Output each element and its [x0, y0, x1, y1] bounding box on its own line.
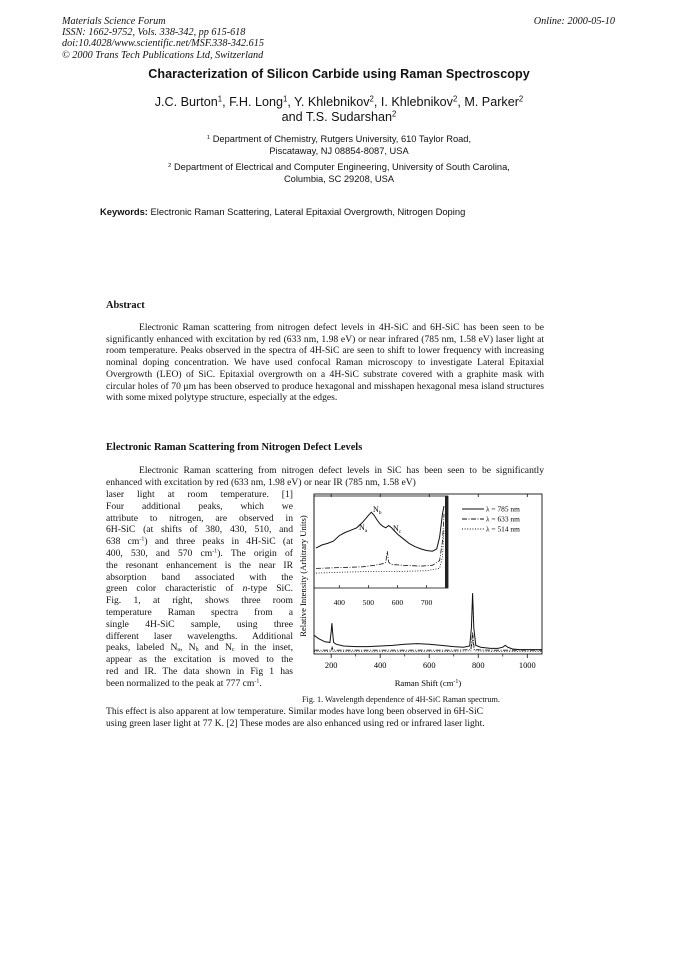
author-line-1: J.C. Burton$^1$, F.H. Long$^1$, Y. Khlebnikov$^2$, I. Khlebnikov$^2$, M. Parker$^2$	[154, 94, 524, 109]
text-line: 6H-SiC (at shifts of 380, 430, 510, and	[106, 524, 293, 536]
issn-line: ISSN: 1662-9752, Vols. 338-342, pp 615-618	[62, 27, 246, 39]
text-line: using green laser light at 77 K. [2] These modes are also enhanced using red or infrared laser light.	[106, 717, 485, 729]
section-intro: Electronic Raman scattering from nitrogen defect levels in SiC has been seen to be significantly enhanced with excitation by red (633 nm, 1.98 eV) or near IR (785 nm, 1.58 eV)	[106, 465, 544, 488]
inset-label-nb: $N_b$	[373, 505, 382, 516]
x-tick-label: 200	[324, 661, 338, 670]
legend	[462, 505, 520, 534]
affil-mark: 1	[217, 94, 223, 104]
affil-mark: 2	[392, 109, 397, 119]
inset-right-edge	[445, 496, 448, 588]
x-tick-label: 800	[471, 661, 485, 670]
paper-title: Characterization of Silicon Carbide using Raman Spectroscopy	[148, 67, 530, 81]
raman-spectrum-figure	[296, 492, 548, 692]
text-line: laser light at room temperature. [1]	[106, 489, 293, 500]
inset-series-lines	[316, 506, 444, 573]
text-line: 400, 530, and 570 $cm^{-1}$). The origin of	[106, 547, 293, 559]
text-line: attribute to nitrogen, are observed in	[106, 512, 293, 524]
section-continuation	[106, 706, 544, 730]
text-line: the resonant enhancement is the near IR	[106, 559, 293, 571]
author-name: J.C. Burton	[154, 95, 218, 109]
affil-line: Department of Electrical and Computer Engineering, University of South Carolina,	[173, 162, 510, 172]
legend-label: λ = 785 nm	[486, 504, 520, 514]
abstract-heading: Abstract	[106, 300, 145, 311]
inset-series-line	[316, 514, 444, 569]
legend-label: λ = 514 nm	[486, 524, 520, 534]
text-line: different laser wavelengths. Additional	[106, 630, 293, 642]
affil-mark: 2	[369, 94, 374, 104]
keywords-text: Electronic Raman Scattering, Lateral Epitaxial Overgrowth, Nitrogen Doping	[150, 206, 466, 217]
author-name: M. Parker	[464, 95, 519, 109]
text-line: Fig. 1, at right, shows three room	[106, 595, 293, 607]
inset-label-na: $N_a$	[359, 523, 368, 534]
text-line: single 4H-SiC sample, using three	[106, 618, 293, 630]
author-name: I. Khlebnikov	[380, 95, 453, 109]
figure-caption: Fig. 1. Wavelength dependence of 4H-SiC Raman spectrum.	[302, 695, 500, 704]
text-line: appear as the excitation is moved to the	[106, 654, 293, 666]
copyright-line: © 2000 Trans Tech Publications Ltd, Switzerland	[62, 49, 264, 61]
doi-line: doi:10.4028/www.scientific.net/MSF.338-342.615	[62, 38, 264, 50]
inset-tick-label: 600	[391, 598, 404, 607]
text-line: green color characteristic of n-type SiC.	[106, 583, 293, 595]
series-line	[314, 640, 542, 651]
affil-line: Piscataway, NJ 08854-8087, USA	[269, 145, 409, 156]
author-line-2	[0, 110, 678, 125]
x-tick-label: 1000	[518, 661, 536, 670]
inset-tick-label: 700	[420, 598, 433, 607]
y-axis-label: Relative Intensity (Arbitrary Units)	[298, 515, 308, 637]
author-name: and T.S. Sudarshan	[281, 110, 393, 124]
affiliation-2	[0, 162, 678, 185]
online-date: Online: 2000-05-10	[533, 16, 615, 27]
author-list	[0, 95, 678, 125]
affil-mark: 1	[206, 134, 211, 141]
journal-info	[62, 16, 264, 61]
text-line: Four additional peaks, which we	[106, 500, 293, 512]
text-line: 638 $cm^{-1}$) and three peaks in 4H-SiC (at	[106, 536, 294, 548]
text-line: been normalized to the peak at 777 $cm^{-1}$.	[106, 677, 262, 689]
section-heading: Electronic Raman Scattering from Nitrogen Defect Levels	[106, 442, 363, 453]
x-tick-label: 600	[422, 661, 436, 670]
keywords-label: Keywords:	[100, 206, 148, 217]
inset-label-nc: $N_c$	[393, 524, 402, 535]
affiliation-1	[0, 134, 678, 157]
inset-tick-label: 500	[362, 598, 375, 607]
text-line: red and IR. The data shown in Fig 1 has	[106, 665, 293, 677]
x-axis-label: Raman Shift $(cm^{-1})$	[394, 678, 462, 688]
journal-name: Materials Science Forum	[62, 16, 166, 27]
text-line: This effect is also apparent at low temperature. Similar modes have long been observed in 6H-SiC	[106, 706, 484, 717]
wrapped-column-text	[106, 489, 293, 690]
legend-label: λ = 633 nm	[486, 514, 520, 524]
keywords	[100, 206, 465, 217]
inset-series-line	[316, 529, 444, 573]
text-line: temperature Raman spectra from a	[106, 606, 293, 618]
affil-mark: 2	[168, 162, 172, 169]
affil-mark: 2	[452, 94, 458, 104]
affil-mark: 2	[518, 94, 524, 104]
text-line: absorption band associated with the	[106, 571, 293, 583]
affil-mark: 1	[283, 94, 288, 104]
inset-tick-label: 400	[333, 598, 345, 607]
text-line: peaks, labeled $N_a$, $N_b$ and $N_c$ in the inset,	[106, 642, 293, 654]
author-name: Y. Khlebnikov	[294, 95, 370, 109]
author-name: F.H. Long	[229, 95, 283, 109]
affil-line: Department of Chemistry, Rutgers University, 610 Taylor Road,	[212, 134, 472, 144]
x-tick-label: 400	[373, 661, 387, 670]
affil-line: Columbia, SC 29208, USA	[283, 173, 395, 184]
abstract-text: Electronic Raman scattering from nitrogen defect levels in 4H-SiC and 6H-SiC has been seen to be significantly enhanced with excitation by red (633 nm, 1.98 eV) or near infrared (785 nm, 1.58 eV) laser light at room temperature. Peaks observed in the spectra of 4H-SiC are seen to shift to lower frequency with increasing nominal doping concentration. We have used confocal Raman microscopy to investigate Lateral Epitaxial Overgrowth (LEO) of SiC. Epitaxial overgrowth on a 4H-SiC substrate covered with a graphite mask with circular holes of 70 μm has been observed to produce hexagonal and misshapen hexagonal mesa island structures with some mixed polytype structure, especially at the edges.	[106, 322, 544, 404]
